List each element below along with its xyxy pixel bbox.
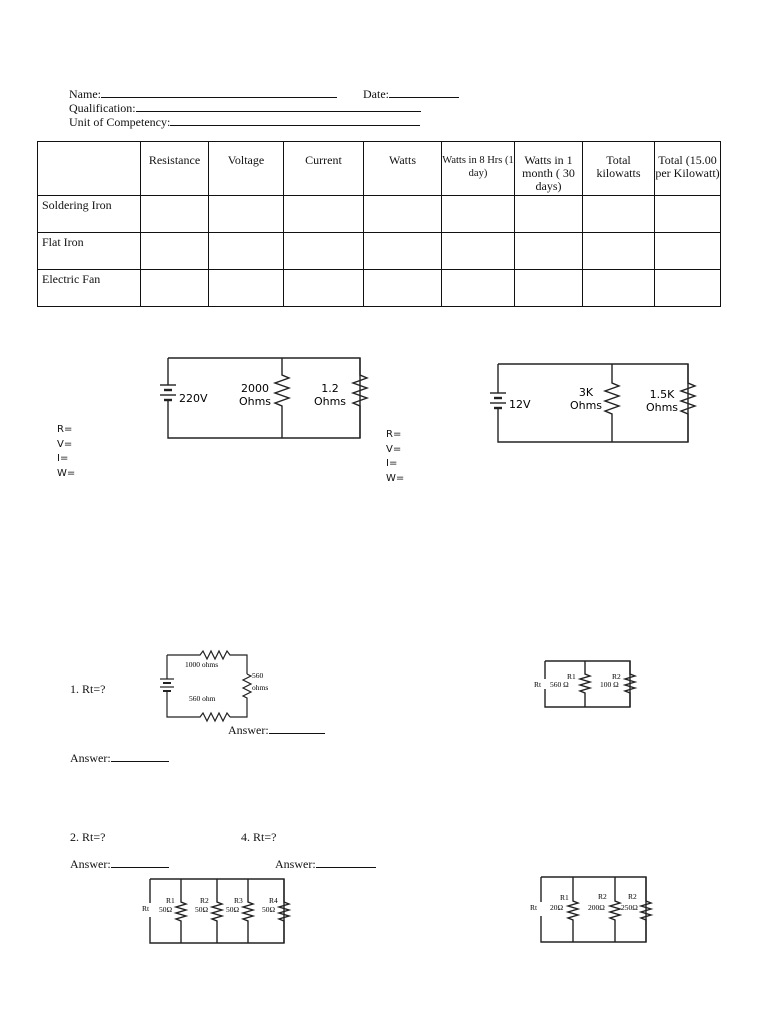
column-header: Current <box>284 142 364 196</box>
resistor-1-2-ohms-label: 1.2 <box>321 382 339 395</box>
answer-label: Answer: <box>70 751 111 765</box>
problem-2-parallel-circuit <box>135 873 295 948</box>
unit-of-competency-field[interactable] <box>69 115 420 129</box>
answer-label: Answer: <box>275 857 316 871</box>
column-header: Watts in 8 Hrs (1 day) <box>442 142 515 196</box>
w-label: W= <box>57 467 76 479</box>
problem-4-parallel-circuit <box>527 870 662 946</box>
table-row <box>38 196 721 233</box>
table-cell[interactable] <box>364 196 442 233</box>
problem-3-parallel-circuit <box>528 655 653 715</box>
v-label: V= <box>57 438 73 450</box>
table-cell[interactable] <box>141 233 209 270</box>
table-cell[interactable] <box>515 233 583 270</box>
date-label: Date: <box>363 87 389 101</box>
column-header: Resistance <box>141 142 209 196</box>
resistor-560-right-unit: ohms <box>252 683 269 692</box>
r1-value: 20Ω <box>550 903 564 912</box>
resistor-2000-ohms-label: 2000 <box>241 382 269 395</box>
table-cell[interactable] <box>364 270 442 307</box>
r1-label: R1 <box>166 896 175 905</box>
battery-220v-label: 220V <box>179 392 208 405</box>
table-cell[interactable] <box>655 233 721 270</box>
resistor-1-5k-ohms-label: 1.5K <box>649 388 675 401</box>
table-cell[interactable] <box>209 270 284 307</box>
qualification-label: Qualification: <box>69 101 136 115</box>
r1-label: R1 <box>567 672 576 681</box>
unit-of-competency-label: Unit of Competency: <box>69 115 171 129</box>
r3-value: 50Ω <box>226 905 240 914</box>
rt-label: Rt <box>530 903 538 912</box>
r2-label: R2 <box>612 672 621 681</box>
row-label: Electric Fan <box>38 270 141 307</box>
r1-value: 50Ω <box>159 905 173 914</box>
table-cell[interactable] <box>655 196 721 233</box>
table-cell[interactable] <box>284 270 364 307</box>
problem-1-label: 1. Rt=? <box>70 682 106 696</box>
formula-labels-left <box>57 423 75 481</box>
table-cell[interactable] <box>284 196 364 233</box>
formula-labels-right <box>386 428 404 486</box>
answer-label: Answer: <box>228 723 269 737</box>
unit-of-competency-blank[interactable] <box>170 115 420 126</box>
table-cell[interactable] <box>442 270 515 307</box>
resistor-560-bottom-label: 560 ohm <box>189 694 216 703</box>
column-header: Voltage <box>209 142 284 196</box>
answer-blank[interactable] <box>111 857 169 868</box>
resistor-560-right-label: 560 <box>252 671 264 680</box>
problem-1-answer[interactable] <box>70 751 169 765</box>
problem-4-label: 4. Rt=? <box>241 830 277 844</box>
table-cell[interactable] <box>515 196 583 233</box>
r2-label: R2 <box>598 892 607 901</box>
table-cell[interactable] <box>583 196 655 233</box>
name-field[interactable] <box>69 87 337 101</box>
qualification-field[interactable] <box>69 101 421 115</box>
r3-value: 250Ω <box>621 903 638 912</box>
problem-1-series-circuit <box>155 645 280 723</box>
r-label: R= <box>386 429 402 440</box>
w-label: W= <box>386 472 405 484</box>
table-cell[interactable] <box>655 270 721 307</box>
r-label: R= <box>57 424 73 435</box>
v-label: V= <box>386 443 402 455</box>
r4-value: 50Ω <box>262 905 276 914</box>
r2-label: R2 <box>200 896 209 905</box>
resistor-1-5k-ohms-unit: Ohms <box>645 401 679 414</box>
table-cell[interactable] <box>442 233 515 270</box>
i-label: I= <box>57 453 69 464</box>
table-cell[interactable] <box>515 270 583 307</box>
date-blank[interactable] <box>389 87 459 98</box>
column-header: Total kilowatts <box>583 142 655 196</box>
table-header-corner <box>38 142 141 196</box>
column-header: Watts in 1 month ( 30 days) <box>515 142 583 196</box>
answer-blank[interactable] <box>316 857 376 868</box>
r1-label: R1 <box>560 893 569 902</box>
power-table <box>37 141 721 307</box>
table-row <box>38 270 721 307</box>
circuit-12v-diagram <box>490 358 700 448</box>
resistor-1000-ohms-label: 1000 ohms <box>185 660 219 669</box>
answer-blank[interactable] <box>269 723 325 734</box>
battery-12v-label: 12V <box>509 398 531 411</box>
table-cell[interactable] <box>209 196 284 233</box>
resistor-3k-ohms-label: 3K <box>578 386 594 399</box>
table-cell[interactable] <box>141 270 209 307</box>
qualification-blank[interactable] <box>136 101 421 112</box>
r2-value: 200Ω <box>588 903 605 912</box>
problem-3-answer[interactable] <box>228 723 325 737</box>
table-cell[interactable] <box>209 233 284 270</box>
problem-4-answer[interactable] <box>275 857 376 871</box>
r3-label: R2 <box>628 892 637 901</box>
i-label: I= <box>386 458 398 469</box>
table-header-row <box>38 142 721 196</box>
column-header: Total (15.00 per Kilowatt) <box>655 142 721 196</box>
table-cell[interactable] <box>583 233 655 270</box>
r3-label: R3 <box>234 896 243 905</box>
answer-blank[interactable] <box>111 751 169 762</box>
table-cell[interactable] <box>583 270 655 307</box>
table-cell[interactable] <box>442 196 515 233</box>
table-cell[interactable] <box>284 233 364 270</box>
rt-label: Rt <box>142 904 150 913</box>
answer-label: Answer: <box>70 857 111 871</box>
name-label: Name: <box>69 87 101 101</box>
resistor-3k-ohms-unit: Ohms <box>569 399 603 412</box>
circuit-220v-diagram <box>160 350 380 445</box>
r2-value: 50Ω <box>195 905 209 914</box>
problem-2-label: 2. Rt=? <box>70 830 106 844</box>
column-header: Watts <box>364 142 442 196</box>
r2-value: 100 Ω <box>600 680 619 689</box>
table-row <box>38 233 721 270</box>
problem-2-answer[interactable] <box>70 857 169 871</box>
table-cell[interactable] <box>141 196 209 233</box>
table-cell[interactable] <box>364 233 442 270</box>
resistor-2000-ohms-unit: Ohms <box>238 395 272 408</box>
resistor-1-2-ohms-unit: Ohms <box>313 395 347 408</box>
r1-value: 560 Ω <box>550 680 569 689</box>
rt-label: Rt <box>534 680 542 689</box>
row-label: Flat Iron <box>38 233 141 270</box>
r4-label: R4 <box>269 896 278 905</box>
name-blank[interactable] <box>101 87 337 98</box>
row-label: Soldering Iron <box>38 196 141 233</box>
date-field[interactable] <box>363 87 459 101</box>
